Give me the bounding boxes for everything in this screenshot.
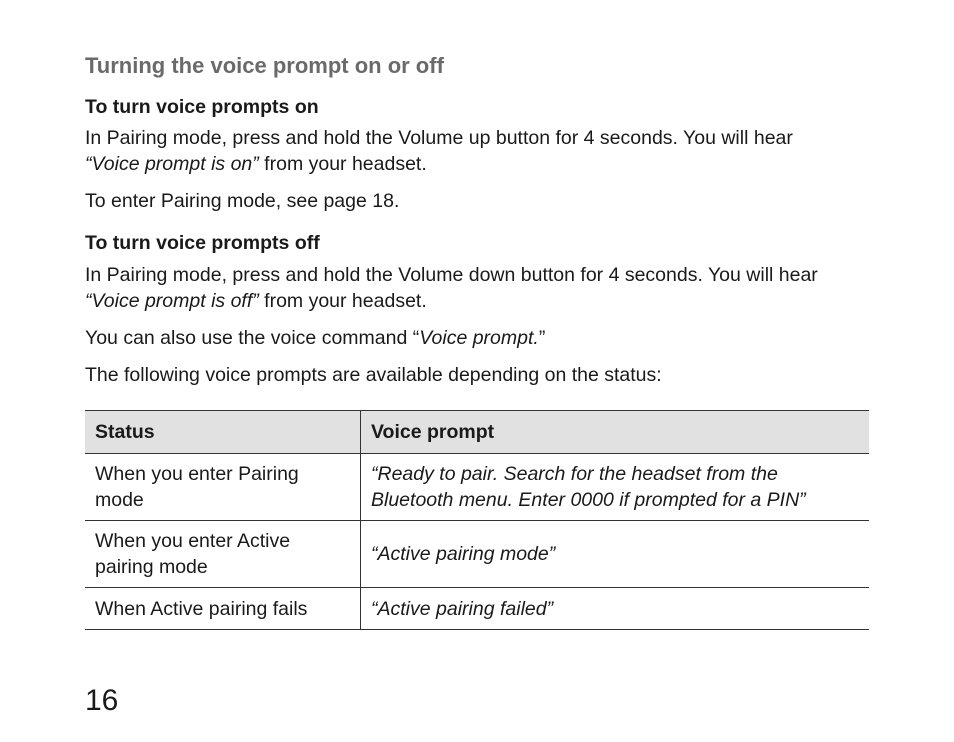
paragraph-pairing-mode-reference: To enter Pairing mode, see page 18. xyxy=(85,190,400,212)
text-voice-command-prefix: You can also use the voice command “ xyxy=(85,327,420,349)
cell-status: When Active pairing fails xyxy=(85,588,361,630)
text-turn-on-suffix: from your headset. xyxy=(258,153,427,175)
table-row xyxy=(85,588,869,630)
paragraph-turn-off-instructions xyxy=(85,262,869,314)
quote-voice-command: Voice prompt. xyxy=(419,327,539,349)
column-header-status: Status xyxy=(85,411,361,454)
quote-voice-prompt-on: “Voice prompt is on” xyxy=(85,153,259,175)
cell-voice-prompt: “Active pairing failed” xyxy=(361,588,870,630)
section-title: Turning the voice prompt on or off xyxy=(85,53,444,78)
column-header-voice-prompt: Voice prompt xyxy=(361,411,870,454)
cell-voice-prompt: “Active pairing mode” xyxy=(361,521,870,588)
quote-voice-prompt-off: “Voice prompt is off” xyxy=(85,290,259,312)
table-row xyxy=(85,521,869,588)
table-row xyxy=(85,454,869,521)
heading-turn-off: To turn voice prompts off xyxy=(85,232,320,254)
voice-prompts-table xyxy=(85,410,869,630)
page-number: 16 xyxy=(85,684,119,717)
text-turn-off-suffix: from your headset. xyxy=(258,290,427,312)
text-turn-off-instruction: In Pairing mode, press and hold the Volume down button for 4 seconds. You will hear xyxy=(85,264,818,286)
cell-voice-prompt: “Ready to pair. Search for the headset from the Bluetooth menu. Enter 0000 if prompted for a PIN” xyxy=(361,454,870,521)
cell-status: When you enter Active pairing mode xyxy=(85,521,361,588)
paragraph-voice-command xyxy=(85,325,869,351)
heading-turn-on: To turn voice prompts on xyxy=(85,96,319,118)
paragraph-turn-on-instructions xyxy=(85,125,875,177)
table-header-row xyxy=(85,411,869,454)
text-turn-on-instruction: In Pairing mode, press and hold the Volume up button for 4 seconds. You will hear xyxy=(85,127,793,149)
text-voice-command-suffix: ” xyxy=(538,327,546,349)
paragraph-prompts-intro: The following voice prompts are available depending on the status: xyxy=(85,364,662,386)
cell-status: When you enter Pairing mode xyxy=(85,454,361,521)
